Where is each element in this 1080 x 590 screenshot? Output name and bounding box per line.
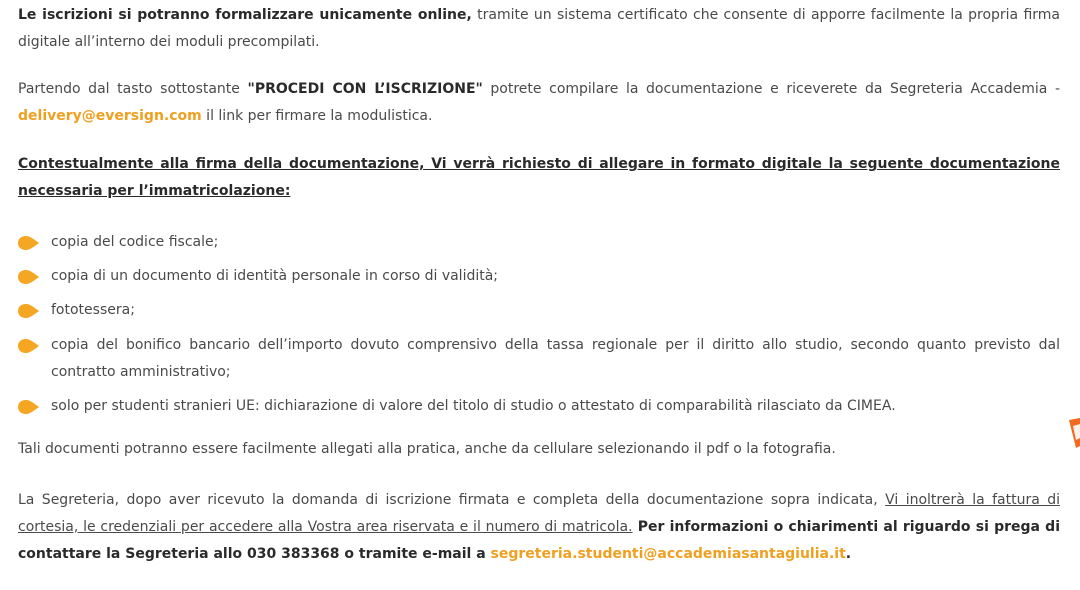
procedi-reference: "PROCEDI CON L’ISCRIZIONE" bbox=[247, 81, 483, 97]
list-item bbox=[18, 229, 1060, 256]
upload-note-paragraph bbox=[18, 436, 1060, 463]
delivery-email-link[interactable]: delivery@eversign.com bbox=[18, 108, 202, 124]
documents-heading bbox=[18, 151, 1060, 205]
list-item-text: copia del bonifico bancario dell’importo dovuto comprensivo della tassa regionale per il diritto allo studio, secondo quanto previsto dal contratto amministrativo; bbox=[51, 337, 1060, 380]
secretariat-intro: La Segreteria, dopo aver ricevuto la domanda di iscrizione firmata e completa della documentazione sopra indicata, bbox=[18, 492, 886, 508]
documents-heading-text: Contestualmente alla firma della documentazione, Vi verrà richiesto di allegare in formato digitale la seguente documentazione necessaria per l’immatricolazione: bbox=[18, 156, 1060, 199]
intro-bold: Le iscrizioni si potranno formalizzare unicamente online, bbox=[18, 7, 472, 23]
procedure-text-before: Partendo dal tasto sottostante bbox=[18, 81, 248, 97]
secretariat-underlined: Vi inoltrerà la fattura di cortesia, le credenziali per accedere alla Vostra area riservata e il numero di matricola. bbox=[18, 492, 1060, 535]
list-item-text: copia di un documento di identità personale in corso di validità; bbox=[51, 268, 499, 284]
secretariat-end: . bbox=[845, 546, 852, 562]
list-item bbox=[18, 393, 1060, 420]
list-item-text: copia del codice fiscale; bbox=[51, 234, 219, 250]
edge-badge-icon[interactable] bbox=[1068, 418, 1080, 448]
list-item bbox=[18, 297, 1060, 324]
intro-paragraph bbox=[18, 2, 1060, 56]
upload-note-text: Tali documenti potranno essere facilmente allegati alla pratica, anche da cellulare selezionando il pdf o la fotografia. bbox=[18, 441, 836, 457]
procedure-text-after: il link per firmare la modulistica. bbox=[201, 108, 433, 124]
secretariat-email-link[interactable]: segreteria.studenti@accademiasantagiulia.it bbox=[490, 546, 846, 562]
procedure-text-middle: potrete compilare la documentazione e riceverete da Segreteria Accademia - bbox=[482, 81, 1061, 97]
list-item-text: fototessera; bbox=[51, 302, 135, 318]
list-item bbox=[18, 263, 1060, 290]
list-item bbox=[18, 332, 1060, 386]
procedure-paragraph bbox=[18, 76, 1060, 130]
secretariat-paragraph bbox=[18, 487, 1060, 568]
list-item-text: solo per studenti stranieri UE: dichiarazione di valore del titolo di studio o attestato di comparabilità rilasciato da CIMEA. bbox=[51, 398, 896, 414]
secretariat-contact: Per informazioni o chiarimenti al riguardo si prega di contattare la Segreteria allo 030 383368 o tramite e-mail a bbox=[18, 519, 1061, 562]
intro-text: tramite un sistema certificato che consente di apporre facilmente la propria firma digitale all’interno dei moduli precompilati. bbox=[18, 7, 1061, 50]
